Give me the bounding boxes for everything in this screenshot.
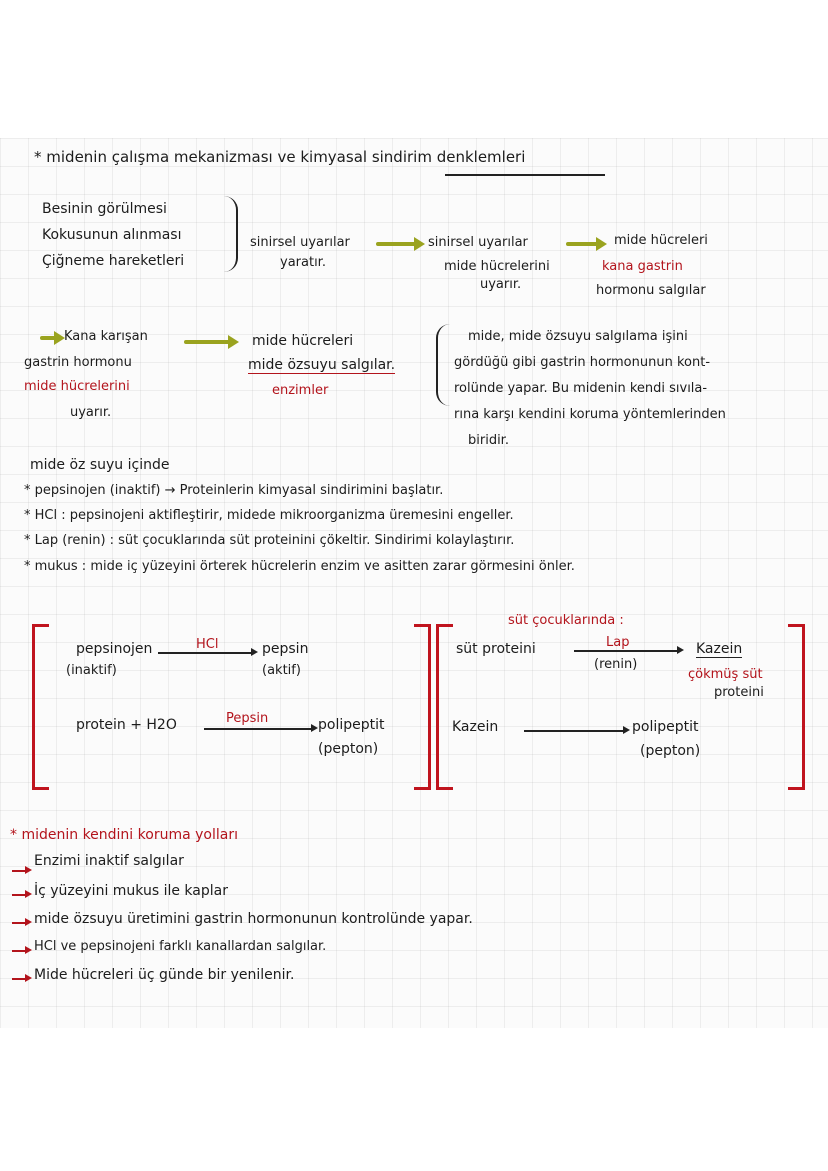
protection-item-4: HCl ve pepsinojeni farklı kanallardan salgılar. <box>34 939 327 954</box>
neural-1-line1: sinirsel uyarılar <box>250 235 350 250</box>
right-brace <box>436 324 452 406</box>
juice-heading: mide öz suyu içinde <box>30 457 170 473</box>
eq3-product <box>696 640 742 658</box>
title-underline <box>445 174 605 176</box>
eq1-reactant-note: (inaktif) <box>66 663 117 678</box>
eq3-arrow <box>574 650 678 652</box>
eq2-product-note: (pepton) <box>318 741 379 757</box>
neural-2-line3: uyarır. <box>480 277 522 292</box>
neural-1-line2: yaratır. <box>280 255 326 270</box>
eq4-product: polipeptit <box>632 719 699 735</box>
eq2-product: polipeptit <box>318 717 385 733</box>
middle-line2-text: mide özsuyu salgılar. <box>248 357 396 373</box>
gastrin-left-line3: mide hücrelerini <box>24 379 130 394</box>
gastrin-line2: hormonu salgılar <box>596 283 706 298</box>
protection-item-2: İç yüzeyini mukus ile kaplar <box>34 883 228 899</box>
eq3-product-note-1: çökmüş süt <box>688 667 763 682</box>
eq3-catalyst-note: (renin) <box>594 657 638 672</box>
cells-label: mide hücreleri <box>614 233 708 248</box>
eq1-product: pepsin <box>262 641 309 657</box>
protection-arrow-4 <box>12 950 26 952</box>
protection-arrow-3 <box>12 922 26 924</box>
protection-arrow-5 <box>12 978 26 980</box>
protection-item-1: Enzimi inaktif salgılar <box>34 853 184 869</box>
eq3-reactant: süt proteini <box>456 641 536 657</box>
juice-item-lap: * Lap (renin) : süt çocuklarında süt proteinini çökeltir. Sindirimi kolaylaştırır. <box>24 533 515 548</box>
gastrin-left-line1: Kana karışan <box>64 329 148 344</box>
eq2-reactant: protein + H2O <box>76 717 177 733</box>
arrow-3 <box>40 336 56 340</box>
arrow-1 <box>376 242 416 246</box>
eq3-catalyst: Lap <box>606 635 630 650</box>
eq-right-heading: süt çocuklarında : <box>508 613 624 628</box>
stimulus-chewing: Çiğneme hareketleri <box>42 253 185 269</box>
middle-line3: enzimler <box>272 383 329 398</box>
juice-item-hcl: * HCl : pepsinojeni aktifleştirir, midede mikroorganizma üremesini engeller. <box>24 508 514 523</box>
eq1-product-note: (aktif) <box>262 663 301 678</box>
right-line4: rına karşı kendini koruma yöntemlerinden <box>454 407 726 422</box>
arrow-4 <box>184 340 230 344</box>
eq2-arrow <box>204 728 312 730</box>
right-line2: gördüğü gibi gastrin hormonunun kont- <box>454 355 711 370</box>
page-title: * midenin çalışma mekanizması ve kimyasal sindirim denklemleri <box>34 148 526 166</box>
right-line5: biridir. <box>468 433 509 448</box>
eq1-reactant: pepsinojen <box>76 641 153 657</box>
eq4-product-note: (pepton) <box>640 743 701 759</box>
protection-arrow-1 <box>12 870 26 872</box>
neural-2-line2: mide hücrelerini <box>444 259 550 274</box>
juice-item-pepsinogen: * pepsinojen (inaktif) → Proteinlerin kimyasal sindirimini başlatır. <box>24 483 444 498</box>
left-box-open-bracket <box>32 624 49 790</box>
juice-item-mucus: * mukus : mide iç yüzeyini örterek hücrelerin enzim ve asitten zarar görmesini önler. <box>24 559 575 574</box>
gastrin-left-line4: uyarır. <box>70 405 112 420</box>
right-box-close-bracket <box>788 624 805 790</box>
eq4-arrow <box>524 730 624 732</box>
right-line1: mide, mide özsuyu salgılama işini <box>468 329 688 344</box>
stimulus-sight: Besinin görülmesi <box>42 201 167 217</box>
protection-item-5: Mide hücreleri üç günde bir yenilenir. <box>34 967 295 983</box>
right-line3: rolünde yapar. Bu midenin kendi sıvıla- <box>454 381 708 396</box>
stimuli-brace <box>222 196 238 272</box>
protection-item-3: mide özsuyu üretimini gastrin hormonunun kontrolünde yapar. <box>34 911 473 927</box>
protection-heading: * midenin kendini koruma yolları <box>10 827 238 843</box>
eq2-catalyst: Pepsin <box>226 711 269 726</box>
right-box-open-bracket <box>436 624 453 790</box>
left-box-close-bracket <box>414 624 431 790</box>
middle-line2 <box>248 356 395 374</box>
eq3-product-note-2: proteini <box>714 685 764 700</box>
arrow-2 <box>566 242 598 246</box>
gastrin-line1: kana gastrin <box>602 259 683 274</box>
gastrin-left-line2: gastrin hormonu <box>24 355 132 370</box>
eq4-reactant: Kazein <box>452 719 499 735</box>
stimulus-smell: Kokusunun alınması <box>42 227 182 243</box>
eq3-product-text: Kazein <box>696 641 743 657</box>
neural-2-line1: sinirsel uyarılar <box>428 235 528 250</box>
eq1-arrow <box>158 652 252 654</box>
middle-line1: mide hücreleri <box>252 333 354 349</box>
eq1-catalyst: HCl <box>196 637 219 652</box>
protection-arrow-2 <box>12 894 26 896</box>
